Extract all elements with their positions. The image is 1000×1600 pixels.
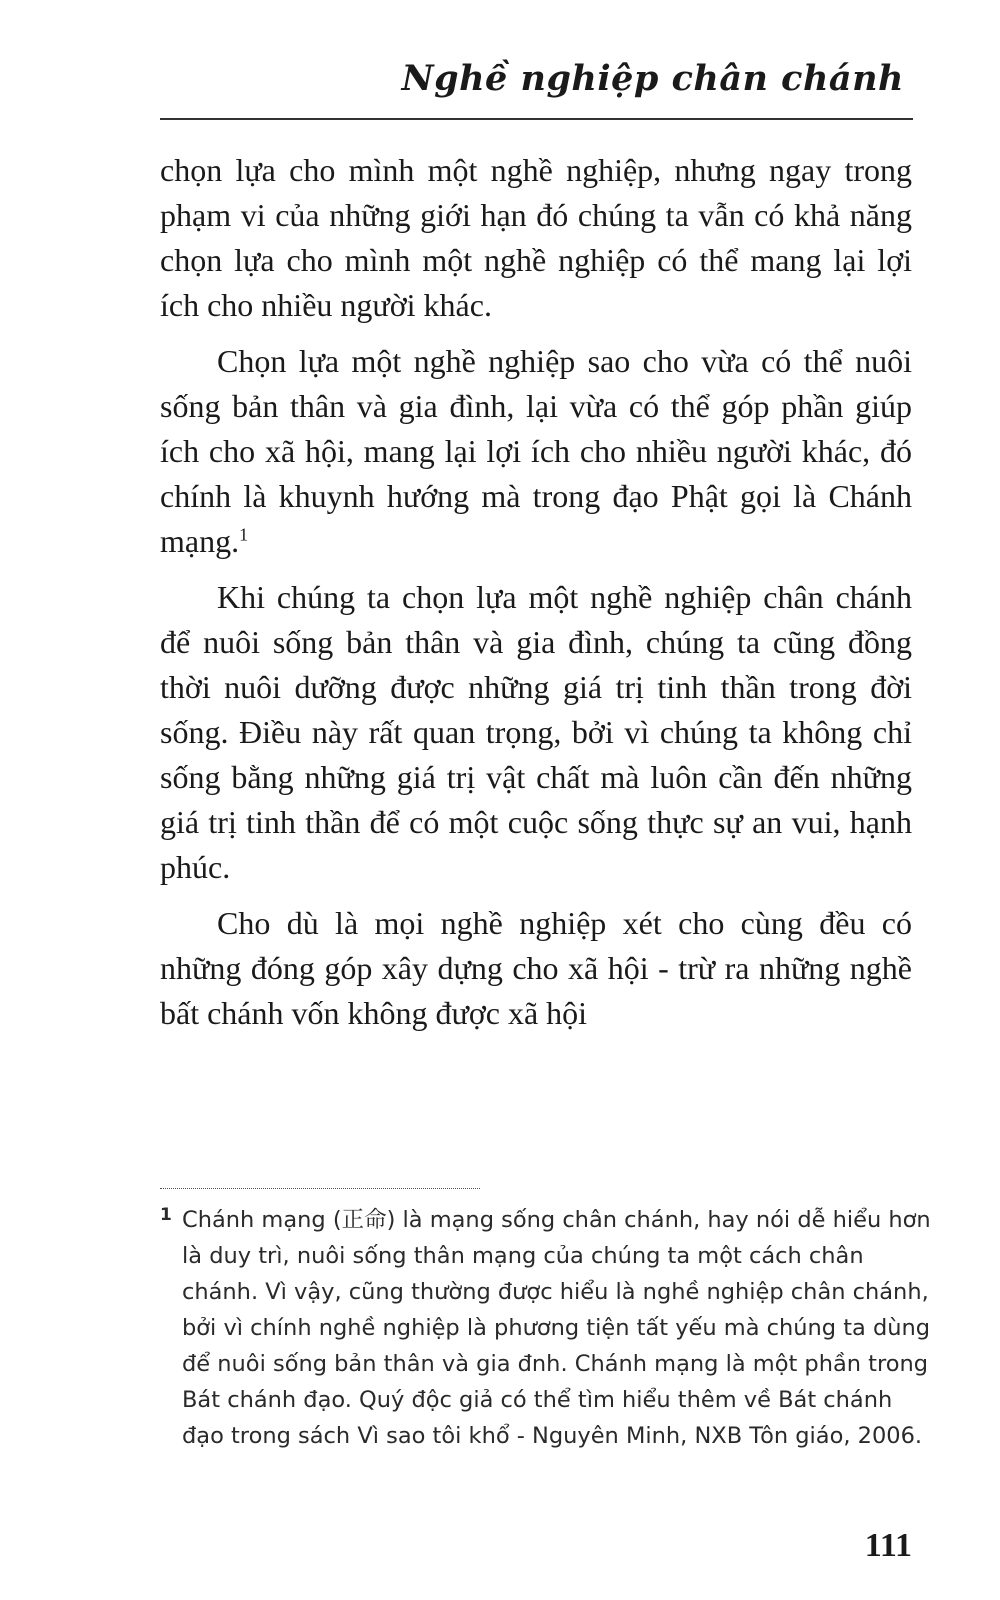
paragraph xyxy=(160,339,912,564)
body-text xyxy=(160,148,912,1047)
page-number: 111 xyxy=(864,1527,912,1564)
footnote-separator xyxy=(160,1188,480,1189)
footnote-text: Chánh mạng (正命) là mạng sống chân chánh, hay nói dễ hiểu hơn là duy trì, nuôi sống thân mạng của chúng ta một cách chân chánh. Vì vậy, cũng thường được hiểu là nghề nghiệp chân chánh, bởi vì chính nghề nghiệp là phương tiện tất yếu mà chúng ta dùng để nuôi sống bản thân và gia đnh. Chánh mạng là một phần trong Bát chánh đạo. Quý độc giả có thể tìm hiểu thêm về Bát chánh đạo trong sách Vì sao tôi khổ - Nguyên Minh, NXB Tôn giáo, 2006. xyxy=(182,1207,931,1449)
paragraph: chọn lựa cho mình một nghề nghiệp, nhưng ngay trong phạm vi của những giới hạn đó chúng ta vẫn có khả năng chọn lựa cho mình một nghề nghiệp có thể mang lại lợi ích cho nhiều người khác. xyxy=(160,152,912,323)
footnote-reference[interactable]: 1 xyxy=(239,524,249,545)
running-header: Nghề nghiệp chân chánh xyxy=(401,58,904,99)
paragraph: Khi chúng ta chọn lựa một nghề nghiệp chân chánh để nuôi sống bản thân và gia đình, chúng ta cũng đồng thời nuôi dưỡng được những giá trị tinh thần trong đời sống. Điều này rất quan trọng, bởi vì chúng ta không chỉ sống bằng những giá trị vật chất mà luôn cần đến những giá trị tinh thần để có một cuộc sống thực sự an vui, hạnh phúc. xyxy=(160,579,912,885)
footnote xyxy=(160,1202,934,1454)
paragraph-text: Chọn lựa một nghề nghiệp sao cho vừa có thể nuôi sống bản thân và gia đình, lại vừa có thể góp phần giúp ích cho xã hội, mang lại lợi ích cho nhiều người khác, đó chính là khuynh hướng mà trong đạo Phật gọi là Chánh mạng. xyxy=(160,343,912,559)
footnote-marker: 1 xyxy=(160,1205,172,1225)
header-rule xyxy=(160,118,913,120)
paragraph: Cho dù là mọi nghề nghiệp xét cho cùng đều có những đóng góp xây dựng cho xã hội - trừ ra những nghề bất chánh vốn không được xã hội xyxy=(160,905,912,1031)
